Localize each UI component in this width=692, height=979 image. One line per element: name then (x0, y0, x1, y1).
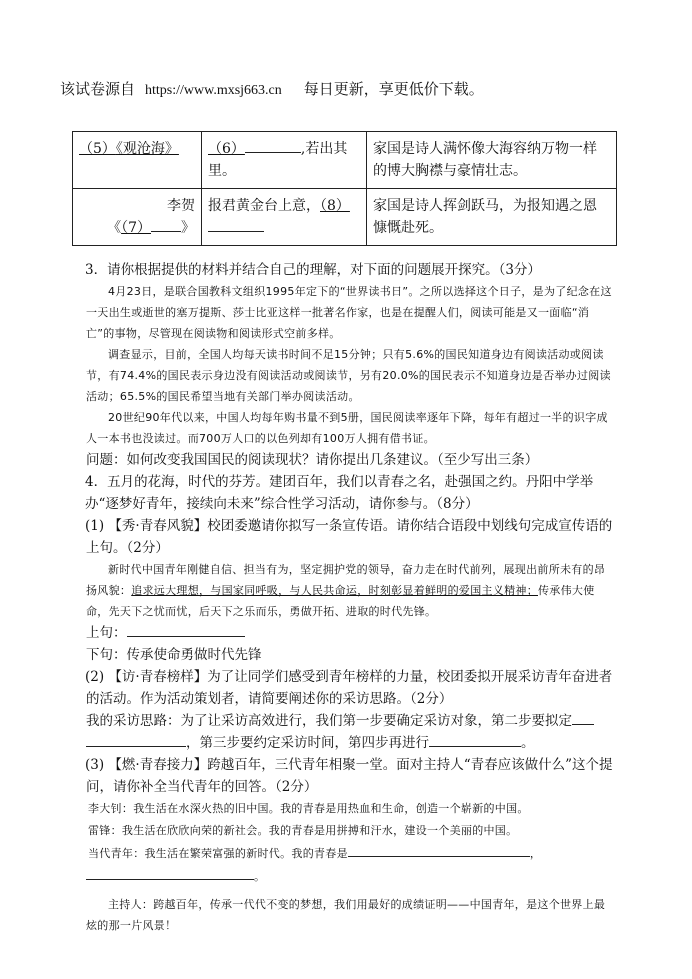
sub2-blank-2[interactable] (429, 732, 521, 747)
sub3-blank-1[interactable] (348, 842, 530, 857)
sub2-answer-b: ，第三步要约定采访时间，第四步再进行 (186, 735, 429, 751)
q4-sub3-stem: (3) 【燃·青春接力】跨越百年，三代青年相聚一堂。面对主持人“青春应该做什么”这个提问，请你补全当代青年的回答。（2分） (85, 757, 613, 795)
source-header (60, 78, 484, 99)
source-prefix: 该试卷源自 (60, 80, 136, 98)
poem-line-prefix: 报君黄金台上意， (208, 198, 320, 214)
sub2-blank-1-cont[interactable] (86, 732, 186, 747)
blank-5[interactable]: （5） (79, 141, 116, 157)
q3-material-1: 4月23日，是联合国教科文组织1995年定下的“世界读书日”。之所以选择这个日子，是为了纪念在这一天出生或逝世的塞万提斯、莎士比亚这样一批著名作家，也是在提醒人们，阅读可能是又一面临“消亡”的事物，尽管现在阅读物和阅读形式空前多样。 (86, 285, 612, 340)
q4-sub1-stem: (1) 【秀·青春风貌】校团委邀请你拟写一条宣传语。请你结合语段中划线句完成宣传语的上句。（2分） (85, 518, 613, 556)
sub3-line-3-text: 当代青年：我生活在繁荣富强的新时代。我的青春是 (88, 847, 348, 860)
passage-plain-end: 传承伟大使命，先天下之忧而忧，后天下之乐而乐，勇做开拓、进取的时代先锋。 (86, 584, 595, 618)
upper-answer-blank[interactable] (127, 622, 245, 637)
q4-sub1-passage (86, 559, 616, 622)
q4-sub2-answer (86, 710, 616, 754)
sub3-line-3 (86, 842, 616, 865)
sub2-answer-a: 我的采访思路：为了让采访高效进行，我们第一步要确定采访对象，第二步要拟定 (86, 713, 572, 729)
q4-sub2-stem: (2) 【访·青春榜样】为了让同学们感受到青年榜样的力量，校团委拟开展采访青年奋进者的活动。作为活动策划者，请简要阐述你的采访思路。（2分） (85, 669, 613, 707)
lower-line: 下句：传承使命勇做时代先锋 (86, 647, 262, 663)
poem-line-suffix: ,若出其里。 (208, 141, 348, 179)
poem-title: 《观沧海》 (115, 141, 179, 157)
sub3-line-2: 雷锋：我生活在欣欣向荣的新社会。我的青春是用拼搏和汗水，建设一个美丽的中国。 (88, 824, 518, 837)
blank-6[interactable]: （6） (208, 141, 245, 157)
poem-author: 李贺 (167, 198, 195, 214)
passage-underlined: 追求远大理想，与国家同呼吸，与人民共命运，时刻彰显着鲜明的爱国主义精神； (131, 584, 538, 597)
poem-cell-title (73, 189, 202, 246)
upper-line (86, 622, 616, 644)
q3-material-2: 调查显示，目前，全国人均每天读书时间不足15分钟；只有5.6%的国民知道身边有阅读活动或阅读节，有74.4%的国民表示身边没有阅读活动或阅读节，另有20.0%的国民表示不知道身边是否举办过阅读活动；65.5%的国民希望当地有关部门举办阅读活动。 (86, 348, 611, 403)
source-url-link[interactable]: https://www.mxsj663.cn (145, 83, 282, 98)
title-open: 《 (107, 220, 122, 236)
q3-stem: 3．请你根据提供的材料并结合自己的理解，对下面的问题展开探究。（3分） (85, 262, 541, 278)
sub3-comma: ， (529, 847, 542, 860)
table-row (73, 189, 617, 246)
upper-label: 上句： (86, 625, 127, 641)
poem-cell-line (202, 132, 367, 189)
sub3-line-4 (86, 865, 616, 888)
blank-6-line[interactable] (245, 138, 301, 153)
blank-7[interactable]: （7） (121, 220, 151, 236)
title-close: 》 (181, 220, 195, 236)
q4-stem: 4．五月的花海，时代的芬芳。建团百年，我们以青春之名，赴强国之约。丹阳中学举办“逐梦好青年，接续向未来”综合性学习活动，请你参与。（8分） (85, 474, 594, 512)
poem-table (72, 131, 617, 246)
poem-cell-analysis: 家国是诗人满怀像大海容纳万物一样的博大胸襟与豪情壮志。 (367, 132, 617, 189)
poem-cell-title (73, 132, 202, 189)
blank-7-line[interactable] (151, 217, 181, 232)
source-slogan: 每日更新，享更低价下载。 (303, 80, 484, 98)
blank-8[interactable]: （8） (320, 198, 350, 214)
sub3-blank-2[interactable] (86, 865, 254, 880)
host-line: 主持人：跨越百年，传承一代代不变的梦想，我们用最好的成绩证明——中国青年，是这个世界上最炫的那一片风景！ (86, 898, 606, 932)
q3-material-3: 20世纪90年代以来，中国人均每年购书量不到5册，国民阅读率逐年下降，每年有超过一半的识字成人一本书也没读过。而700万人口的以色列却有100万人拥有借书证。 (86, 411, 608, 445)
passage-plain-start: 新时代中国青年刚健自信、担当有为，坚定拥护党的领导，奋力走在时代前列，展现出前所未有的昂扬风貌： (86, 563, 606, 597)
sub2-blank-1[interactable] (572, 710, 594, 725)
sub2-answer-end: 。 (521, 735, 535, 751)
sub3-line-1: 李大钊：我生活在水深火热的旧中国。我的青春是用热血和生命，创造一个崭新的中国。 (88, 802, 529, 815)
table-row (73, 132, 617, 189)
poem-cell-line (202, 189, 367, 246)
question-body (86, 259, 616, 936)
poem-cell-analysis: 家国是诗人挥剑跃马，为报知遇之恩慷慨赴死。 (367, 189, 617, 246)
q3-question: 问题：如何改变我国国民的阅读现状？请你提出几条建议。（至少写出三条） (86, 452, 539, 468)
blank-8-line[interactable] (208, 217, 264, 232)
sub3-end: 。 (254, 870, 266, 883)
